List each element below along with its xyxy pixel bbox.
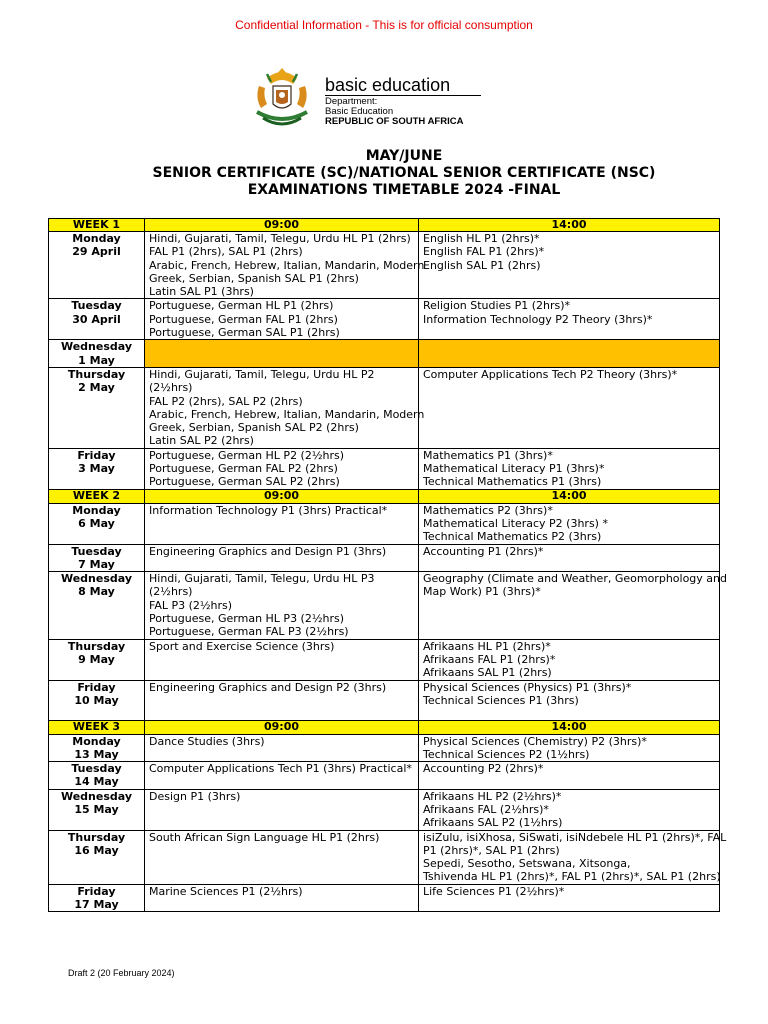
day-date: 30 April bbox=[72, 312, 121, 326]
day-cell bbox=[49, 789, 145, 830]
title-line-3: EXAMINATIONS TIMETABLE 2024 -FINAL bbox=[247, 182, 561, 198]
day-name: Friday bbox=[77, 448, 116, 462]
day-date: 8 May bbox=[78, 585, 115, 599]
exam-entry: Portuguese, German SAL P2 (2hrs) bbox=[149, 475, 340, 489]
exam-entry: Tshivenda HL P1 (2hrs)*, FAL P1 (2hrs)*, SAL P1 (2hrs) bbox=[423, 870, 721, 884]
exam-entry: Greek, Serbian, Spanish SAL P2 (2hrs) bbox=[149, 421, 359, 435]
exam-entry: Technical Sciences P2 (1½hrs) bbox=[423, 747, 590, 761]
day-date: 29 April bbox=[72, 245, 121, 259]
day-date: 13 May bbox=[74, 747, 119, 761]
exam-entry: Arabic, French, Hebrew, Italian, Mandarin, Modern bbox=[149, 407, 425, 421]
exam-entry: Marine Sciences P1 (2½hrs) bbox=[149, 884, 303, 898]
week-header-row bbox=[49, 219, 720, 232]
day-cell bbox=[49, 232, 145, 299]
exam-entry: Hindi, Gujarati, Tamil, Telegu, Urdu HL P2 bbox=[149, 367, 375, 381]
exam-entry: Engineering Graphics and Design P2 (3hrs) bbox=[149, 680, 387, 694]
exam-entry: Sepedi, Sesotho, Setswana, Xitsonga, bbox=[423, 857, 631, 871]
day-cell bbox=[49, 503, 145, 544]
exam-entry: Hindi, Gujarati, Tamil, Telegu, Urdu HL P3 bbox=[149, 572, 375, 586]
day-row bbox=[49, 503, 720, 544]
exam-entry: Computer Applications Tech P1 (3hrs) Practical* bbox=[149, 762, 412, 776]
day-cell bbox=[49, 544, 145, 572]
afternoon-exams-cell bbox=[419, 448, 720, 489]
exam-entry: Religion Studies P1 (2hrs)* bbox=[423, 299, 571, 313]
day-name: Wednesday bbox=[60, 340, 133, 354]
day-date: 1 May bbox=[78, 353, 115, 367]
exam-timetable bbox=[48, 218, 727, 912]
day-row bbox=[49, 639, 720, 680]
day-row bbox=[49, 789, 720, 830]
exam-entry: Design P1 (3hrs) bbox=[149, 789, 241, 803]
confidential-notice: Confidential Information - This is for official consumption bbox=[235, 18, 533, 32]
exam-entry: FAL P2 (2hrs), SAL P2 (2hrs) bbox=[149, 394, 303, 408]
day-cell bbox=[49, 639, 145, 680]
day-name: Thursday bbox=[67, 367, 126, 381]
session-afternoon: 14:00 bbox=[419, 219, 720, 232]
exam-entry: Portuguese, German FAL P3 (2½hrs) bbox=[149, 625, 349, 639]
exam-entry: English SAL P1 (2hrs) bbox=[423, 258, 541, 272]
day-row bbox=[49, 340, 720, 368]
exam-entry: Greek, Serbian, Spanish SAL P1 (2hrs) bbox=[149, 271, 359, 285]
day-row bbox=[49, 367, 720, 448]
day-date: 9 May bbox=[78, 652, 115, 666]
department-line: Basic Education bbox=[325, 106, 394, 117]
exam-entry: Afrikaans SAL P2 (1½hrs) bbox=[423, 816, 563, 830]
exam-entry: Accounting P1 (2hrs)* bbox=[423, 544, 544, 558]
morning-exams-cell bbox=[145, 884, 419, 912]
coat-of-arms-icon bbox=[247, 64, 317, 134]
morning-exams-cell bbox=[145, 680, 419, 720]
exam-entry: Afrikaans HL P2 (2½hrs)* bbox=[423, 789, 562, 803]
week-label: WEEK 3 bbox=[49, 720, 145, 734]
exam-entry: Mathematical Literacy P1 (3hrs)* bbox=[423, 462, 605, 476]
week-header-row bbox=[49, 720, 720, 734]
exam-entry: Physical Sciences (Physics) P1 (3hrs)* bbox=[423, 680, 632, 694]
morning-exams-cell bbox=[145, 340, 419, 368]
day-cell bbox=[49, 448, 145, 489]
exam-entry: P1 (2hrs)*, SAL P1 (2hrs) bbox=[423, 843, 560, 857]
country-name: REPUBLIC OF SOUTH AFRICA bbox=[325, 116, 464, 127]
week-label: WEEK 1 bbox=[49, 219, 145, 232]
document-title bbox=[0, 148, 768, 199]
day-name: Monday bbox=[72, 734, 121, 748]
day-row bbox=[49, 299, 720, 340]
session-morning: 09:00 bbox=[145, 720, 419, 734]
day-row bbox=[49, 544, 720, 572]
exam-entry: isiZulu, isiXhosa, SiSwati, isiNdebele HL P1 (2hrs)*, FAL bbox=[423, 830, 727, 844]
exam-entry: Mathematical Literacy P2 (3hrs) * bbox=[423, 516, 608, 530]
exam-entry: Life Sciences P1 (2½hrs)* bbox=[423, 884, 565, 898]
day-date: 17 May bbox=[74, 898, 119, 912]
day-cell bbox=[49, 680, 145, 720]
day-row bbox=[49, 734, 720, 762]
day-row bbox=[49, 762, 720, 790]
day-date: 16 May bbox=[74, 843, 119, 857]
exam-entry: Portuguese, German FAL P1 (2hrs) bbox=[149, 312, 338, 326]
day-row bbox=[49, 572, 720, 639]
morning-exams-cell bbox=[145, 762, 419, 790]
day-cell bbox=[49, 367, 145, 448]
day-date: 3 May bbox=[78, 462, 115, 476]
exam-entry: Information Technology P2 Theory (3hrs)* bbox=[423, 312, 653, 326]
exam-entry: Portuguese, German HL P1 (2hrs) bbox=[149, 299, 334, 313]
exam-entry: Technical Mathematics P1 (3hrs) bbox=[423, 475, 602, 489]
session-afternoon: 14:00 bbox=[419, 720, 720, 734]
exam-entry: Technical Sciences P1 (3hrs) bbox=[423, 693, 579, 707]
exam-entry: Geography (Climate and Weather, Geomorphology and bbox=[423, 572, 727, 586]
day-date: 14 May bbox=[74, 775, 119, 789]
day-cell bbox=[49, 340, 145, 368]
day-name: Tuesday bbox=[71, 762, 122, 776]
afternoon-exams-cell bbox=[419, 544, 720, 572]
afternoon-exams-cell bbox=[419, 734, 720, 762]
day-name: Monday bbox=[72, 503, 121, 517]
morning-exams-cell bbox=[145, 503, 419, 544]
day-date: 2 May bbox=[78, 381, 115, 395]
day-cell bbox=[49, 830, 145, 884]
brand-name: basic education bbox=[325, 75, 451, 95]
day-date: 6 May bbox=[78, 516, 115, 530]
exam-entry: English HL P1 (2hrs)* bbox=[423, 232, 540, 245]
day-cell bbox=[49, 734, 145, 762]
afternoon-exams-cell bbox=[419, 639, 720, 680]
morning-exams-cell bbox=[145, 830, 419, 884]
session-morning: 09:00 bbox=[145, 219, 419, 232]
exam-entry: Engineering Graphics and Design P1 (3hrs) bbox=[149, 544, 387, 558]
day-name: Wednesday bbox=[60, 572, 133, 586]
exam-entry: South African Sign Language HL P1 (2hrs) bbox=[149, 830, 380, 844]
department-text bbox=[325, 97, 463, 127]
afternoon-exams-cell bbox=[419, 680, 720, 720]
day-name: Friday bbox=[77, 884, 116, 898]
day-row bbox=[49, 232, 720, 299]
exam-entry: Latin SAL P2 (2hrs) bbox=[149, 434, 254, 448]
exam-entry: Portuguese, German SAL P1 (2hrs) bbox=[149, 326, 340, 340]
day-name: Friday bbox=[77, 680, 116, 694]
title-line-2: SENIOR CERTIFICATE (SC)/NATIONAL SENIOR CERTIFICATE (NSC) bbox=[152, 165, 656, 181]
department-line: Department: bbox=[325, 96, 378, 107]
exam-entry: Arabic, French, Hebrew, Italian, Mandarin, Modern bbox=[149, 258, 425, 272]
afternoon-exams-cell bbox=[419, 762, 720, 790]
morning-exams-cell bbox=[145, 367, 425, 448]
exam-entry: (2½hrs) bbox=[149, 585, 193, 599]
afternoon-exams-cell bbox=[419, 340, 720, 368]
morning-exams-cell bbox=[145, 639, 419, 680]
exam-entry: Dance Studies (3hrs) bbox=[149, 734, 265, 748]
exam-entry: Latin SAL P1 (3hrs) bbox=[149, 285, 254, 299]
afternoon-exams-cell bbox=[419, 232, 720, 299]
morning-exams-cell bbox=[145, 572, 419, 639]
exam-entry: Mathematics P1 (3hrs)* bbox=[423, 448, 553, 462]
exam-entry: English FAL P1 (2hrs)* bbox=[423, 245, 545, 259]
afternoon-exams-cell bbox=[419, 884, 720, 912]
day-cell bbox=[49, 299, 145, 340]
week-label: WEEK 2 bbox=[49, 489, 145, 503]
exam-entry: Information Technology P1 (3hrs) Practical* bbox=[149, 503, 388, 517]
exam-entry: Technical Mathematics P2 (3hrs) bbox=[423, 530, 602, 544]
day-name: Thursday bbox=[67, 830, 126, 844]
morning-exams-cell bbox=[145, 448, 419, 489]
morning-exams-cell bbox=[145, 232, 425, 299]
exam-entry: Hindi, Gujarati, Tamil, Telegu, Urdu HL P1 (2hrs) bbox=[149, 232, 411, 245]
day-name: Monday bbox=[72, 232, 121, 245]
afternoon-exams-cell bbox=[419, 299, 720, 340]
exam-entry: Afrikaans FAL P1 (2hrs)* bbox=[423, 652, 556, 666]
morning-exams-cell bbox=[145, 299, 419, 340]
exam-entry: Portuguese, German HL P2 (2½hrs) bbox=[149, 448, 345, 462]
exam-entry: (2½hrs) bbox=[149, 381, 193, 395]
afternoon-exams-cell bbox=[419, 789, 720, 830]
day-name: Wednesday bbox=[60, 789, 133, 803]
exam-entry: Afrikaans HL P1 (2hrs)* bbox=[423, 639, 551, 653]
morning-exams-cell bbox=[145, 789, 419, 830]
exam-entry: Physical Sciences (Chemistry) P2 (3hrs)* bbox=[423, 734, 647, 748]
exam-entry: Mathematics P2 (3hrs)* bbox=[423, 503, 553, 517]
session-afternoon: 14:00 bbox=[419, 489, 720, 503]
exam-entry: FAL P1 (2hrs), SAL P1 (2hrs) bbox=[149, 245, 303, 259]
exam-entry: Afrikaans SAL P1 (2hrs) bbox=[423, 666, 552, 680]
afternoon-exams-cell bbox=[419, 572, 727, 639]
day-date: 10 May bbox=[74, 693, 119, 707]
exam-entry: FAL P3 (2½hrs) bbox=[149, 598, 233, 612]
afternoon-exams-cell bbox=[419, 503, 720, 544]
day-name: Tuesday bbox=[71, 544, 122, 558]
day-cell bbox=[49, 884, 145, 912]
department-logo bbox=[247, 62, 487, 138]
day-cell bbox=[49, 572, 145, 639]
exam-entry: Map Work) P1 (3hrs)* bbox=[423, 585, 541, 599]
title-line-1: MAY/JUNE bbox=[365, 148, 443, 164]
week-header-row bbox=[49, 489, 720, 503]
exam-entry: Computer Applications Tech P2 Theory (3hrs)* bbox=[423, 367, 678, 381]
exam-entry: Portuguese, German HL P3 (2½hrs) bbox=[149, 612, 345, 626]
draft-footer: Draft 2 (20 February 2024) bbox=[68, 968, 175, 978]
exam-entry: Afrikaans FAL (2½hrs)* bbox=[423, 802, 549, 816]
day-row bbox=[49, 884, 720, 912]
day-row bbox=[49, 448, 720, 489]
session-morning: 09:00 bbox=[145, 489, 419, 503]
day-row bbox=[49, 830, 720, 884]
exam-entry: Sport and Exercise Science (3hrs) bbox=[149, 639, 335, 653]
morning-exams-cell bbox=[145, 734, 419, 762]
morning-exams-cell bbox=[145, 544, 419, 572]
day-row bbox=[49, 680, 720, 720]
day-name: Thursday bbox=[67, 639, 126, 653]
exam-entry: Portuguese, German FAL P2 (2hrs) bbox=[149, 462, 338, 476]
day-cell bbox=[49, 762, 145, 790]
afternoon-exams-cell bbox=[419, 367, 720, 448]
day-date: 15 May bbox=[74, 802, 119, 816]
exam-entry: Accounting P2 (2hrs)* bbox=[423, 762, 544, 776]
day-name: Tuesday bbox=[71, 299, 122, 313]
day-date: 7 May bbox=[78, 557, 115, 571]
afternoon-exams-cell bbox=[419, 830, 727, 884]
